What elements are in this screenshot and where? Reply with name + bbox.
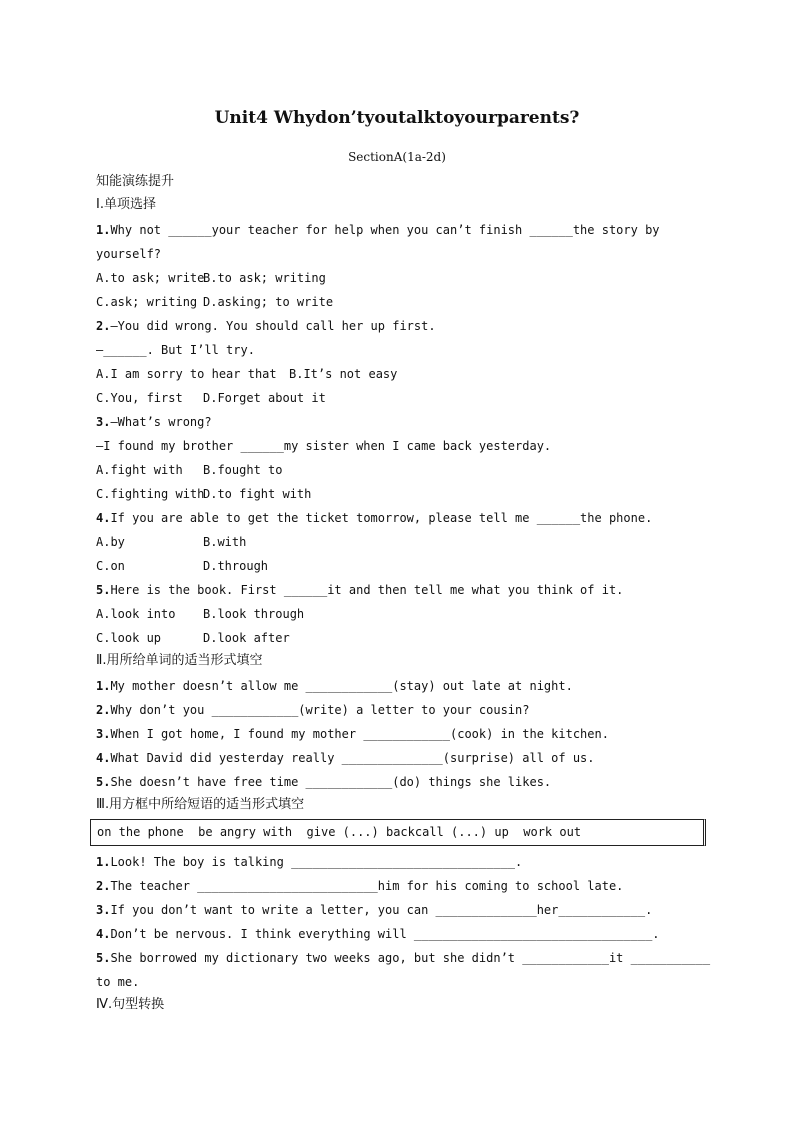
- question-text: Why not ______your teacher for help when you can’t finish ______the story by: [110, 223, 660, 237]
- option-d: D.look after: [203, 631, 290, 645]
- question-5: [96, 582, 623, 598]
- option-d: D.Forget about it: [203, 391, 326, 405]
- option-d: D.asking; to write: [203, 295, 334, 309]
- phrase-item-5-continuation: to me.: [96, 975, 140, 989]
- option-b: B.to ask; writing: [203, 271, 326, 285]
- page-title: Unit4 Whydon’tyoutalktoyourparents?: [214, 108, 580, 128]
- question-3-continuation: —I found my brother ______my sister when I came back yesterday.: [96, 439, 552, 453]
- section-label: 知能演练提升: [96, 174, 175, 189]
- question-1-continuation: yourself?: [96, 247, 162, 261]
- phrase-box: [90, 819, 706, 846]
- item-number: 3.: [96, 727, 111, 741]
- item-text: My mother doesn’t allow me ____________(stay) out late at night.: [110, 679, 573, 693]
- item-number: 4.: [96, 927, 111, 941]
- item-number: 2.: [96, 879, 111, 893]
- item-text: She borrowed my dictionary two weeks ago, but she didn’t ____________it ___________: [110, 951, 711, 965]
- question-number: 4.: [96, 511, 111, 525]
- part4-heading: Ⅳ.句型转换: [96, 997, 165, 1012]
- question-4: [96, 510, 652, 526]
- question-text: Here is the book. First ______it and then tell me what you think of it.: [110, 583, 624, 597]
- item-text: She doesn’t have free time ____________(do) things she likes.: [110, 775, 552, 789]
- part1-heading: Ⅰ.单项选择: [96, 197, 156, 212]
- phrase-item-5: [96, 950, 710, 966]
- question-text: If you are able to get the ticket tomorrow, please tell me ______the phone.: [110, 511, 653, 525]
- option-d: D.to fight with: [203, 487, 312, 501]
- question-3: [96, 414, 212, 430]
- phrase-item-3: [96, 902, 652, 918]
- part2-heading: Ⅱ.用所给单词的适当形式填空: [96, 653, 263, 668]
- fill-item-1: [96, 678, 573, 694]
- item-number: 3.: [96, 903, 111, 917]
- question-1: [96, 222, 660, 238]
- item-text: Don’t be nervous. I think everything will _________________________________.: [110, 927, 660, 941]
- option-b: B.fought to: [203, 463, 283, 477]
- question-number: 1.: [96, 223, 111, 237]
- item-number: 1.: [96, 855, 111, 869]
- option-d: D.through: [203, 559, 269, 573]
- part3-heading: Ⅲ.用方框中所给短语的适当形式填空: [96, 797, 305, 812]
- item-text: Look! The boy is talking _______________________________.: [110, 855, 523, 869]
- option-a: A.fight with: [96, 463, 183, 477]
- fill-item-4: [96, 750, 595, 766]
- phrase-box-text: on the phone be angry with give (...) backcall (...) up work out: [97, 825, 582, 839]
- item-text: If you don’t want to write a letter, you can ______________her____________.: [110, 903, 653, 917]
- question-number: 2.: [96, 319, 111, 333]
- option-c: C.fighting with: [96, 487, 205, 501]
- question-2-continuation: —______. But I’ll try.: [96, 343, 255, 357]
- option-c: C.You, first: [96, 391, 183, 405]
- option-a: A.to ask; write: [96, 271, 205, 285]
- question-text: —You did wrong. You should call her up first.: [110, 319, 436, 333]
- item-number: 5.: [96, 775, 111, 789]
- option-c: C.ask; writing: [96, 295, 198, 309]
- item-number: 5.: [96, 951, 111, 965]
- item-text: What David did yesterday really ______________(surprise) all of us.: [110, 751, 595, 765]
- item-text: The teacher _________________________him for his coming to school late.: [110, 879, 624, 893]
- item-number: 2.: [96, 703, 111, 717]
- question-2: [96, 318, 436, 334]
- fill-item-2: [96, 702, 529, 718]
- item-text: Why don’t you ____________(write) a letter to your cousin?: [110, 703, 530, 717]
- item-number: 1.: [96, 679, 111, 693]
- phrase-item-4: [96, 926, 660, 942]
- page-subtitle: SectionA(1a-2d): [348, 150, 446, 164]
- question-number: 3.: [96, 415, 111, 429]
- question-number: 5.: [96, 583, 111, 597]
- phrase-item-1: [96, 854, 522, 870]
- option-c: C.on: [96, 559, 125, 573]
- option-b: B.It’s not easy: [289, 367, 398, 381]
- item-number: 4.: [96, 751, 111, 765]
- phrase-item-2: [96, 878, 623, 894]
- option-b: B.with: [203, 535, 247, 549]
- option-b: B.look through: [203, 607, 305, 621]
- option-c: C.look up: [96, 631, 162, 645]
- option-a: A.look into: [96, 607, 176, 621]
- fill-item-5: [96, 774, 551, 790]
- question-text: —What’s wrong?: [110, 415, 212, 429]
- item-text: When I got home, I found my mother ____________(cook) in the kitchen.: [110, 727, 609, 741]
- option-a: A.by: [96, 535, 125, 549]
- option-a: A.I am sorry to hear that: [96, 367, 277, 381]
- fill-item-3: [96, 726, 609, 742]
